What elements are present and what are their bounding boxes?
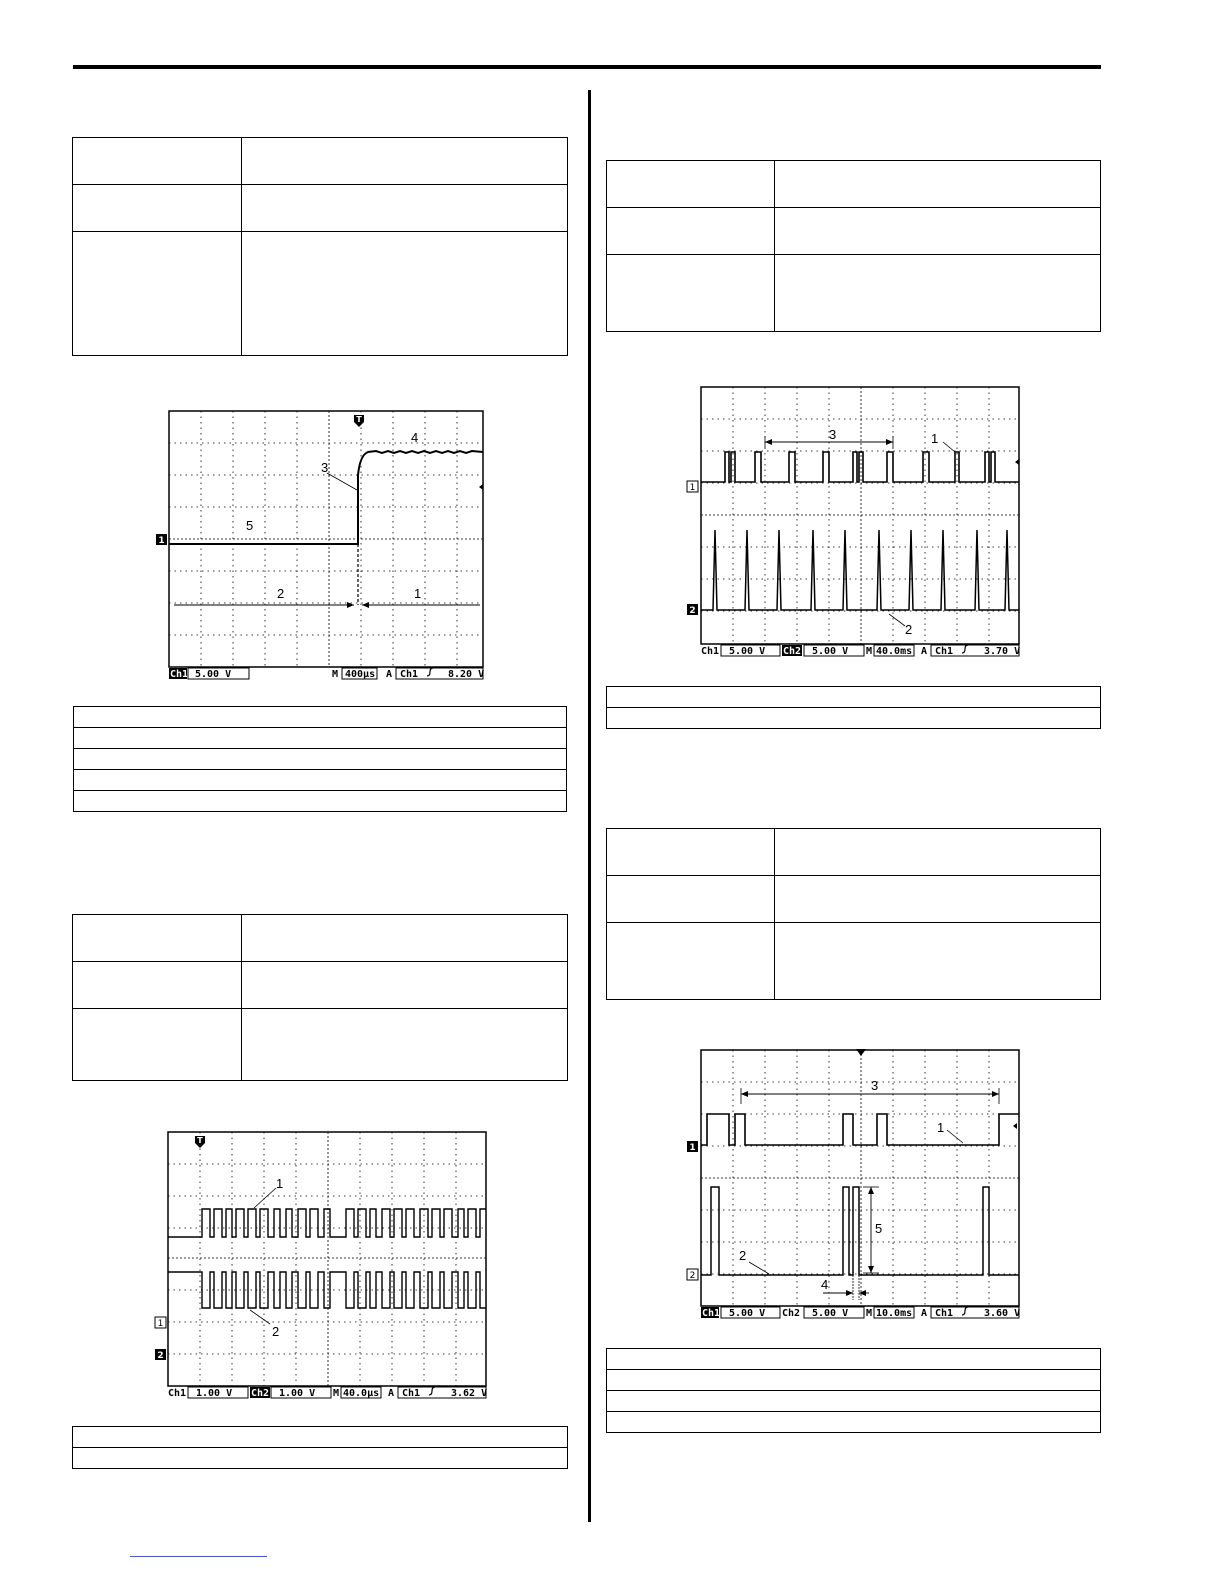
legend-row xyxy=(74,728,567,749)
callout-2: 2 xyxy=(905,622,913,637)
spec-cell xyxy=(242,232,568,356)
ch1-marker-label: 1 xyxy=(157,1319,164,1329)
spec-cell xyxy=(73,1009,242,1081)
callout-1: 1 xyxy=(937,1120,945,1135)
footer-link-underline[interactable] xyxy=(130,1556,267,1557)
level-marker-right xyxy=(479,484,483,490)
callout-5: 5 xyxy=(246,518,254,533)
legend-row xyxy=(74,749,567,770)
trigger-label: T xyxy=(197,1136,203,1145)
ch1-marker-label: 1 xyxy=(689,1143,696,1153)
status-ch2-scale: 5.00 V xyxy=(812,1308,849,1319)
status-trigger-ch: Ch1 xyxy=(935,646,954,657)
legend-table-1 xyxy=(73,706,567,812)
ch1-trace xyxy=(701,452,1019,482)
status-ch2-scale: 1.00 V xyxy=(279,1388,316,1399)
spec-cell xyxy=(775,829,1101,876)
legend-row xyxy=(607,1370,1101,1391)
level-marker-right xyxy=(1013,1123,1017,1129)
callout-1: 1 xyxy=(931,431,939,446)
status-trigger-ch: Ch1 xyxy=(402,1388,421,1399)
status-a: A xyxy=(921,646,928,657)
spec-cell xyxy=(607,208,775,255)
ch2-marker-label: 2 xyxy=(689,1271,696,1281)
legend-table-2 xyxy=(72,1426,568,1469)
spec-cell xyxy=(607,923,775,1000)
spec-cell xyxy=(775,876,1101,923)
callout-3: 3 xyxy=(871,1078,879,1093)
callout-1: 1 xyxy=(414,586,422,601)
status-timebase: 40.0µs xyxy=(343,1388,380,1399)
status-a: A xyxy=(386,669,393,680)
status-m: M xyxy=(332,669,339,680)
callout-4: 4 xyxy=(411,430,419,445)
spec-cell xyxy=(73,232,242,356)
status-ch1-scale: 5.00 V xyxy=(729,1308,766,1319)
spec-cell xyxy=(242,138,568,185)
status-ch1-scale: 1.00 V xyxy=(196,1388,233,1399)
legend-row xyxy=(74,707,567,728)
callout-5: 5 xyxy=(875,1221,883,1236)
callout-3: 3 xyxy=(829,427,837,442)
spec-cell xyxy=(607,255,775,332)
spec-table-2 xyxy=(72,914,568,1081)
spec-cell xyxy=(73,915,242,962)
status-timebase: 400µs xyxy=(345,669,376,680)
ch2-trace xyxy=(701,1187,1019,1275)
status-ch1: Ch1 xyxy=(701,646,720,657)
callout-2: 2 xyxy=(272,1324,280,1339)
trigger-label: T xyxy=(356,415,362,424)
spec-cell xyxy=(607,876,775,923)
spec-cell xyxy=(775,255,1101,332)
status-timebase: 10.0ms xyxy=(876,1308,913,1319)
status-trigger-level: 8.20 V xyxy=(448,669,485,680)
legend-row xyxy=(74,770,567,791)
spec-cell xyxy=(607,829,775,876)
status-ch2: Ch2 xyxy=(782,1308,801,1319)
spec-cell xyxy=(775,161,1101,208)
status-ch2-scale: 5.00 V xyxy=(812,646,849,657)
spec-table-1 xyxy=(72,137,568,356)
top-rule xyxy=(73,65,1101,69)
spec-cell xyxy=(775,923,1101,1000)
callout-2: 2 xyxy=(277,586,285,601)
status-ch1-scale: 5.00 V xyxy=(195,669,232,680)
legend-row xyxy=(607,1349,1101,1370)
spec-table-4 xyxy=(606,828,1101,1000)
status-m: M xyxy=(333,1388,340,1399)
legend-row xyxy=(73,1427,568,1448)
level-marker-right xyxy=(1015,459,1019,465)
spec-cell xyxy=(242,1009,568,1081)
oscilloscope-waveform-3 xyxy=(683,382,1023,658)
legend-row xyxy=(607,1391,1101,1412)
status-timebase: 40.0ms xyxy=(876,646,913,657)
ch2-marker-label: 2 xyxy=(689,606,696,616)
legend-table-3 xyxy=(606,686,1101,729)
ch2-marker-label: 2 xyxy=(157,1351,164,1361)
scope-grid xyxy=(168,1132,486,1386)
legend-row xyxy=(74,791,567,812)
legend-row xyxy=(73,1448,568,1469)
oscilloscope-waveform-1 xyxy=(150,405,490,680)
scope-frame xyxy=(701,1050,1019,1306)
status-m: M xyxy=(866,646,873,657)
legend-table-4 xyxy=(606,1348,1101,1433)
status-trigger-ch: Ch1 xyxy=(400,669,419,680)
status-trigger-level: 3.70 V xyxy=(984,646,1021,657)
spec-cell xyxy=(73,185,242,232)
oscilloscope-waveform-2 xyxy=(150,1124,490,1400)
callout-1: 1 xyxy=(276,1176,284,1191)
callout-4: 4 xyxy=(821,1277,829,1292)
status-ch1: Ch1 xyxy=(702,1308,721,1319)
spec-cell xyxy=(242,962,568,1009)
callout-2: 2 xyxy=(739,1248,747,1263)
status-a: A xyxy=(921,1308,928,1319)
ch1-trace xyxy=(168,1209,486,1237)
spec-cell xyxy=(242,915,568,962)
scope-grid xyxy=(701,1050,1019,1306)
spec-cell xyxy=(242,185,568,232)
status-trigger-level: 3.60 V xyxy=(984,1308,1021,1319)
ch1-marker-label: 1 xyxy=(689,483,696,493)
ch1-trace xyxy=(701,1114,1019,1145)
trigger-marker-icon xyxy=(856,1049,866,1056)
ch1-marker-label: 1 xyxy=(158,536,165,546)
legend-row xyxy=(607,1412,1101,1433)
status-ch1: Ch1 xyxy=(168,1388,187,1399)
status-ch2: Ch2 xyxy=(251,1388,270,1399)
status-trigger-ch: Ch1 xyxy=(935,1308,954,1319)
status-m: M xyxy=(866,1308,873,1319)
ch2-trace xyxy=(701,530,1019,610)
legend-row xyxy=(607,687,1101,708)
legend-row xyxy=(607,708,1101,729)
spec-cell xyxy=(607,161,775,208)
oscilloscope-waveform-4 xyxy=(683,1044,1023,1320)
column-divider xyxy=(588,90,591,1522)
status-ch1-scale: 5.00 V xyxy=(729,646,766,657)
spec-table-3 xyxy=(606,160,1101,332)
status-a: A xyxy=(388,1388,395,1399)
spec-cell xyxy=(73,138,242,185)
status-trigger-level: 3.62 V xyxy=(451,1388,488,1399)
status-ch2: Ch2 xyxy=(783,646,802,657)
scope-frame xyxy=(168,1132,486,1386)
spec-cell xyxy=(73,962,242,1009)
spec-cell xyxy=(775,208,1101,255)
callout-3: 3 xyxy=(321,460,329,475)
status-ch1: Ch1 xyxy=(170,669,189,680)
